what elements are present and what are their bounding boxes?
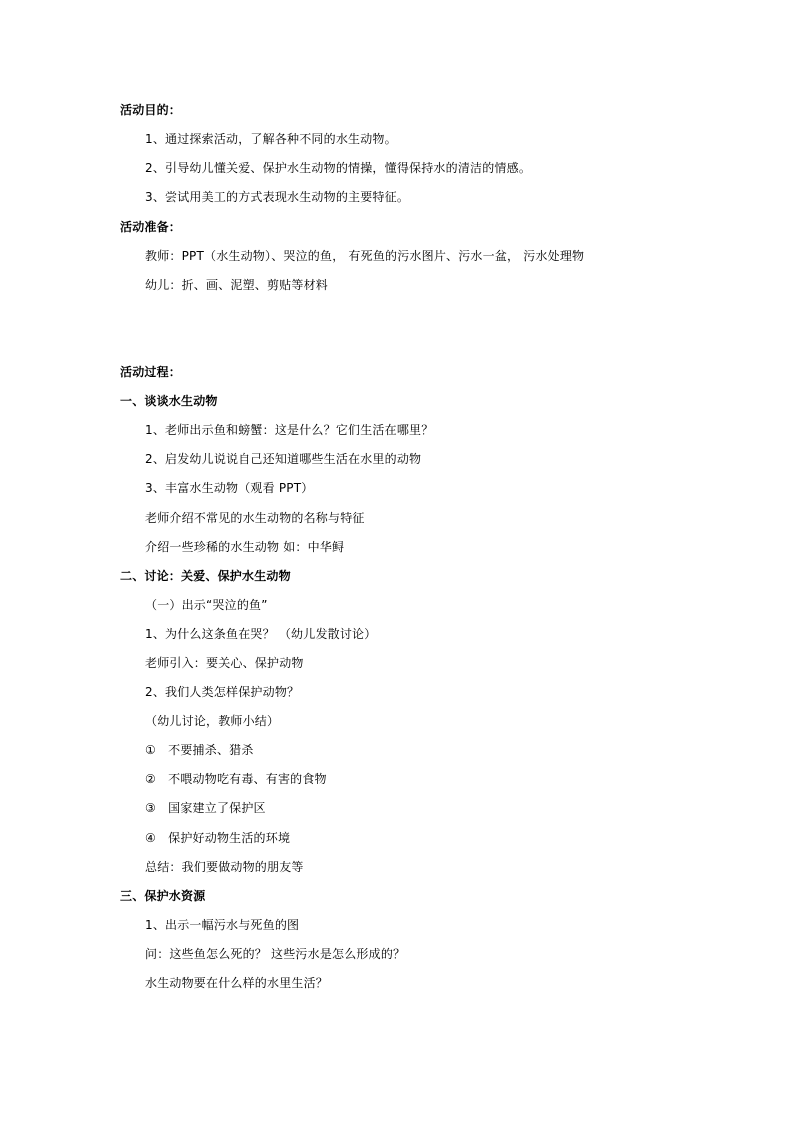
section-3-item-2: 问：这些鱼怎么死的？ 这些污水是怎么形成的？ [145,947,406,961]
goal-item-2: 2、引导幼儿懂关爱、保护水生动物的情操，懂得保持水的清洁的情感。 [145,161,532,175]
section-2-title: 二、讨论：关爱、保护水生动物 [120,569,291,583]
section-1-item-1: 1、老师出示鱼和螃蟹：这是什么？它们生活在哪里？ [145,423,434,437]
section-2-item-7: ② 不喂动物吃有毒、有害的食物 [145,772,327,786]
section-1-item-4: 老师介绍不常见的水生动物的名称与特征 [145,511,365,525]
section-2-item-4: 2、我们人类怎样保护动物？ [145,685,300,699]
section-3-title: 三、保护水资源 [120,889,206,903]
section-2-item-9: ④ 保护好动物生活的环境 [145,831,291,845]
section-1-item-2: 2、启发幼儿说说自己还知道哪些生活在水里的动物 [145,452,422,466]
section-2-item-3: 老师引入：要关心、保护动物 [145,656,304,670]
section-1-item-5: 介绍一些珍稀的水生动物 如：中华鲟 [145,540,345,554]
section-2-item-10: 总结：我们要做动物的朋友等 [145,860,304,874]
section-1-title: 一、谈谈水生动物 [120,394,218,408]
section-2-item-5: （幼儿讨论，教师小结） [145,714,280,728]
section-3-item-3: 水生动物要在什么样的水里生活？ [145,976,329,990]
section-3-item-1: 1、出示一幅污水与死鱼的图 [145,918,300,932]
section-2-item-8: ③ 国家建立了保护区 [145,801,266,815]
prep-child: 幼儿：折、画、泥塑、剪贴等材料 [145,278,329,292]
heading-activity-goal: 活动目的： [120,103,182,117]
heading-activity-process: 活动过程： [120,365,182,379]
heading-activity-prep: 活动准备： [120,220,182,234]
section-2-item-2: 1、为什么这条鱼在哭？ （幼儿发散讨论） [145,627,377,641]
section-2-item-1: （一）出示“哭泣的鱼” [145,598,268,612]
prep-teacher: 教师：PPT（水生动物）、哭泣的鱼， 有死鱼的污水图片、污水一盆， 污水处理物 [145,249,585,263]
goal-item-3: 3、尝试用美工的方式表现水生动物的主要特征。 [145,190,410,204]
section-2-item-6: ① 不要捕杀、猎杀 [145,743,254,757]
section-1-item-3: 3、丰富水生动物（观看 PPT） [145,481,314,495]
goal-item-1: 1、通过探索活动，了解各种不同的水生动物。 [145,132,397,146]
